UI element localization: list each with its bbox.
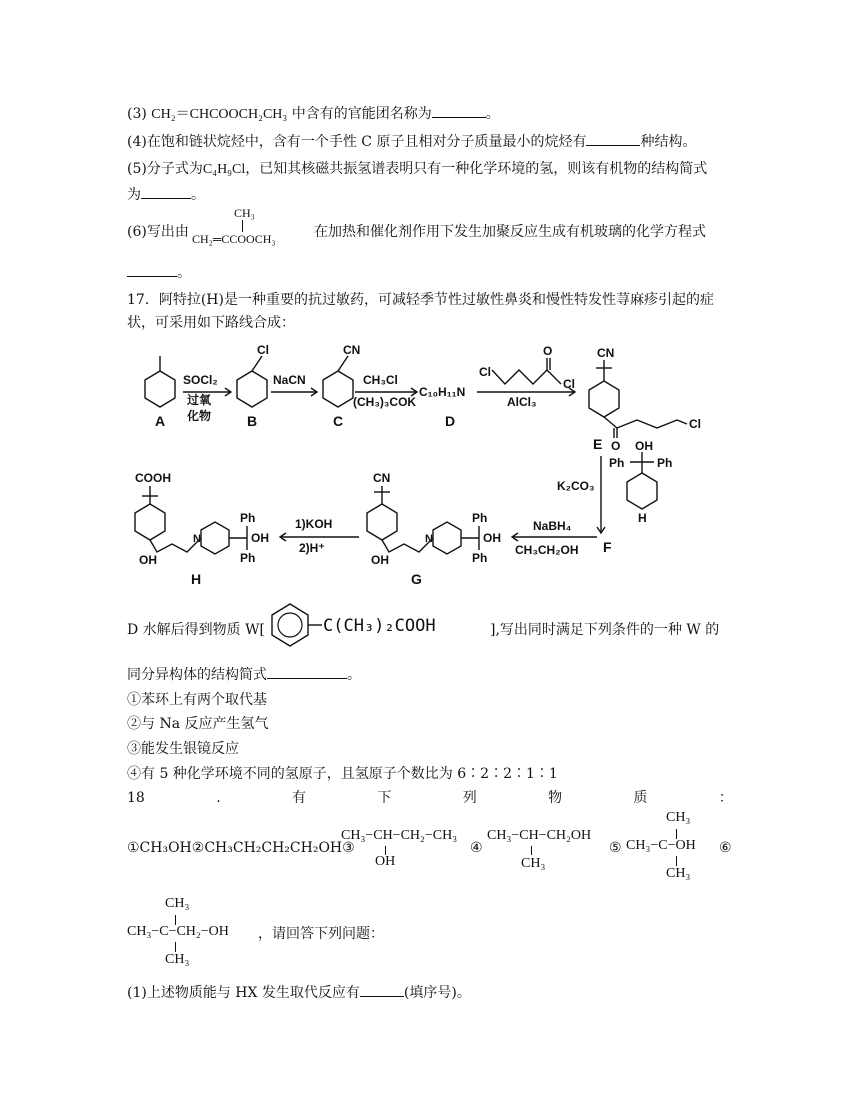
label-a: A xyxy=(155,413,166,429)
q16-part6-line2 xyxy=(127,262,191,283)
bond-line xyxy=(242,220,243,232)
compound-3 xyxy=(341,826,471,870)
label-h: H xyxy=(191,571,202,587)
answer-blank[interactable] xyxy=(267,664,347,679)
question-text: 种结构。 xyxy=(640,134,697,150)
struct-main: CH₃−C−CH₂−OH xyxy=(127,924,229,939)
struct-top: CH₃ xyxy=(165,896,190,911)
label-d: D xyxy=(445,413,456,429)
q17-intro xyxy=(127,290,714,310)
q16-part5 xyxy=(127,159,707,180)
compound-6 xyxy=(127,894,272,974)
question-text: D 水解后得到物质 W[ xyxy=(127,622,265,638)
struct-bottom: CH₃ xyxy=(666,866,691,881)
punct: 。 xyxy=(177,265,191,281)
formula: C₄H₉Cl xyxy=(202,162,246,177)
reagent-alcl3: AlCl₃ xyxy=(507,395,537,409)
label-c: C xyxy=(333,413,344,429)
condition-1: ①苯环上有两个取代基 xyxy=(127,692,267,708)
question-text: 中含有的官能团名称为 xyxy=(291,106,432,122)
q18-intro xyxy=(127,788,733,808)
condition-3: ③能发生银镜反应 xyxy=(127,741,239,757)
reagent-peroxide-1: 过氧 xyxy=(187,393,212,407)
g-ph-bottom: Ph xyxy=(472,551,488,565)
struct-sub: OH xyxy=(375,854,396,869)
reagent-nacn: NaCN xyxy=(273,373,306,387)
question-text: 为 xyxy=(127,187,141,203)
benzene-ring-b xyxy=(237,371,267,407)
g-n: N xyxy=(425,533,433,545)
benzene-ring-c xyxy=(323,371,353,407)
g-oh: OH xyxy=(371,553,389,567)
b-cl: Cl xyxy=(257,343,269,357)
synthesis-scheme xyxy=(127,340,727,590)
c-cn: CN xyxy=(343,343,361,357)
e-cn: CN xyxy=(597,346,615,360)
struct-bottom: CH₃ xyxy=(165,952,190,967)
label-e: E xyxy=(593,436,603,452)
formula: CH₂＝CHCOOCH₂CH₃ xyxy=(151,107,288,122)
methyl-methacrylate-structure xyxy=(192,206,312,250)
q16-part6-rest xyxy=(314,222,706,242)
h-ph-bottom: Ph xyxy=(240,551,256,565)
condition-4: ④有 5 种化学环境不同的氢原子，且氢原子个数比为 6∶2∶2∶1∶1 xyxy=(127,766,558,782)
q17-w-line-rest xyxy=(490,620,719,640)
h-ph-top: Ph xyxy=(240,511,256,525)
reagent-peroxide-2: 化物 xyxy=(187,409,212,423)
q17-w-line xyxy=(127,620,265,640)
question-text: (5)分子式为 xyxy=(127,161,203,177)
benzene-ring-g xyxy=(367,504,397,540)
benzene-ring-w xyxy=(264,600,324,650)
q16-part3 xyxy=(127,103,500,125)
question-text: (1)上述物质能与 HX 发生取代反应有 xyxy=(127,985,360,1001)
pip-ph-right: Ph xyxy=(657,456,673,470)
question-text: 17．阿特拉(H)是一种重要的抗过敏药，可减轻季节性过敏性鼻炎和慢性特发性荨麻疹引起的症 xyxy=(127,292,714,308)
struct-top: CH₃ xyxy=(234,206,255,220)
w-formula xyxy=(323,616,436,636)
reagent-nabh4: NaBH₄ xyxy=(533,519,572,533)
answer-blank[interactable] xyxy=(127,262,177,277)
q18-compounds xyxy=(127,838,355,858)
question-text: 状，可采用如下路线合成： xyxy=(127,315,295,331)
bond-line xyxy=(676,856,677,866)
benzene-ring-h xyxy=(135,504,165,540)
label-b: B xyxy=(247,413,258,429)
bond-line xyxy=(531,846,532,855)
formula: C(CH₃)₂COOH xyxy=(323,616,436,636)
d-formula: C₁₀H₁₁N xyxy=(419,385,466,399)
pip-oh: OH xyxy=(635,439,653,453)
intro-char: 有 xyxy=(292,790,307,806)
question-text: (6)写出由 xyxy=(127,224,189,240)
q17-intro-line2 xyxy=(127,313,295,333)
reagent-ch3cl: CH₃Cl xyxy=(363,373,398,387)
piperidine-ring-g xyxy=(433,522,461,554)
intro-char: . xyxy=(216,790,221,806)
intro-char: 18 xyxy=(127,790,145,806)
bond-line xyxy=(175,942,176,952)
struct-sub: CH₃ xyxy=(521,856,546,871)
question-text: 同分异构体的结构简式 xyxy=(127,667,267,683)
g-oh-right: OH xyxy=(483,531,501,545)
acyl-o: O xyxy=(543,344,553,358)
part-label: (3) xyxy=(127,106,147,122)
h-n: N xyxy=(193,533,201,545)
h-cooh: COOH xyxy=(135,471,171,485)
question-text: 在加热和催化剂作用下发生加聚反应生成有机玻璃的化学方程式 xyxy=(314,224,706,240)
q17-w-line2 xyxy=(127,664,361,685)
pip-ph-left: Ph xyxy=(609,456,625,470)
intro-char: 质 xyxy=(633,790,648,806)
answer-blank[interactable] xyxy=(586,131,640,146)
piperidine-ring xyxy=(627,473,657,509)
question-text: (4)在饱和链状烷烃中，含有一个手性 C 原子且相对分子质量最小的烷烃有 xyxy=(127,134,587,150)
struct-main: CH₃−CH−CH₂−CH₃ xyxy=(341,828,458,843)
acyl-cl-left: Cl xyxy=(479,365,491,379)
label-4: ④ xyxy=(470,840,483,856)
e-o: O xyxy=(611,439,621,453)
answer-blank[interactable] xyxy=(141,184,191,199)
compounds-text: ①CH₃OH②CH₃CH₂CH₂CH₂OH③ xyxy=(127,840,355,856)
pip-nh: H xyxy=(638,511,647,525)
compound-5 xyxy=(626,808,721,884)
question-text: ，已知其核磁共振氢谱表明只有一种化学环境的氢，则该有机物的结构简式 xyxy=(245,161,708,177)
struct-main: CH₃−CH−CH₂OH xyxy=(487,828,592,843)
acyl-cl-right: Cl xyxy=(563,377,575,391)
intro-char: 下 xyxy=(377,790,392,806)
g-ph-top: Ph xyxy=(472,511,488,525)
reagent-acid: 2)H⁺ xyxy=(299,541,325,555)
label-6: ⑥ xyxy=(719,840,732,856)
question-text: (填序号)。 xyxy=(403,985,471,1001)
q16-part6 xyxy=(127,222,189,242)
intro-char: ： xyxy=(718,790,733,806)
e-cl: Cl xyxy=(689,417,701,431)
label-5: ⑤ xyxy=(609,840,622,856)
intro-char: 物 xyxy=(548,790,563,806)
struct-top: CH₃ xyxy=(666,810,691,825)
label-f: F xyxy=(603,539,612,555)
g-cn: CN xyxy=(373,471,391,485)
reagent-ethanol: CH₃CH₂OH xyxy=(515,543,579,557)
punct: 。 xyxy=(347,667,361,683)
q16-part5-line2 xyxy=(127,184,205,205)
label-g: G xyxy=(411,571,422,587)
reagent-koh: 1)KOH xyxy=(295,517,333,531)
q18-tail xyxy=(258,924,384,944)
punct: 。 xyxy=(191,187,205,203)
condition-2: ②与 Na 反应产生氢气 xyxy=(127,716,269,732)
struct-main: CH₂═CCOOCH₃ xyxy=(192,232,276,246)
h-oh: OH xyxy=(139,553,157,567)
h-oh-right: OH xyxy=(251,531,269,545)
reagent-k2co3: K₂CO₃ xyxy=(557,479,595,493)
benzene-ring-e xyxy=(589,381,619,417)
answer-blank[interactable] xyxy=(432,103,486,118)
answer-blank[interactable] xyxy=(360,982,404,997)
question-text: ，请回答下列问题： xyxy=(258,926,384,942)
benzene-ring-a xyxy=(145,371,175,407)
compound-4 xyxy=(487,826,607,876)
q18-part1 xyxy=(127,982,471,1003)
struct-main: CH₃−C−OH xyxy=(626,838,696,853)
question-text: ],写出同时满足下列条件的一种 W 的 xyxy=(490,622,720,638)
piperidine-ring-h xyxy=(201,522,229,554)
q16-part4 xyxy=(127,131,696,152)
reagent-tbuok: (CH₃)₃COK xyxy=(353,395,417,409)
reagent-socl2: SOCl₂ xyxy=(183,373,218,387)
intro-char: 列 xyxy=(462,790,477,806)
punct: 。 xyxy=(485,106,500,122)
